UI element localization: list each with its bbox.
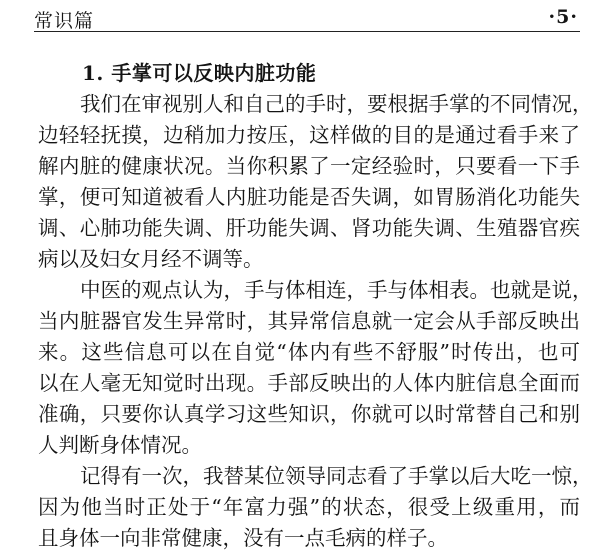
paragraph-1-line-4: 掌，便可知道被看人内脏功能是否失调，如胃肠消化功能失 xyxy=(38,185,580,209)
section-title: 1. 手掌可以反映内脏功能 xyxy=(82,61,317,85)
paragraph-3-line-1: 记得有一次，我替某位领导同志看了手掌以后大吃一惊， xyxy=(80,464,593,488)
header-rule xyxy=(34,31,580,32)
paragraph-1-line-6: 病以及妇女月经不调等。 xyxy=(38,247,264,271)
paragraph-1-line-3: 解内脏的健康状况。当你积累了一定经验时，只要看一下手 xyxy=(38,154,580,178)
paragraph-2-line-3: 来。这些信息可以在自觉“体内有些不舒服”时传出，也可 xyxy=(38,340,580,364)
page-header xyxy=(34,0,580,32)
page-number: ·5· xyxy=(548,6,578,28)
running-title: 常识篇 xyxy=(34,10,95,32)
paragraph-3-line-3: 且身体一向非常健康，没有一点毛病的样子。 xyxy=(38,526,448,550)
paragraph-1-line-1: 我们在审视别人和自己的手时，要根据手掌的不同情况， xyxy=(80,92,593,116)
paragraph-2-line-5: 准确，只要你认真学习这些知识，你就可以时常替自己和别 xyxy=(38,402,580,426)
paragraph-3-line-2: 因为他当时正处于“年富力强”的状态，很受上级重用，而 xyxy=(38,495,580,519)
paragraph-2-line-1: 中医的观点认为，手与体相连，手与体相表。也就是说， xyxy=(80,278,593,302)
body-text xyxy=(38,89,593,554)
paragraph-2-line-4: 以在人毫无知觉时出现。手部反映出的人体内脏信息全面而 xyxy=(38,371,580,395)
paragraph-1-line-5: 调、心肺功能失调、肝功能失调、肾功能失调、生殖器官疾 xyxy=(38,216,580,240)
paragraph-1-line-2: 边轻轻抚摸，边稍加力按压，这样做的目的是通过看手来了 xyxy=(38,123,580,147)
paragraph-2-line-2: 当内脏器官发生异常时，其异常信息就一定会从手部反映出 xyxy=(38,309,580,333)
paragraph-2-line-6: 人判断身体情况。 xyxy=(38,433,202,457)
